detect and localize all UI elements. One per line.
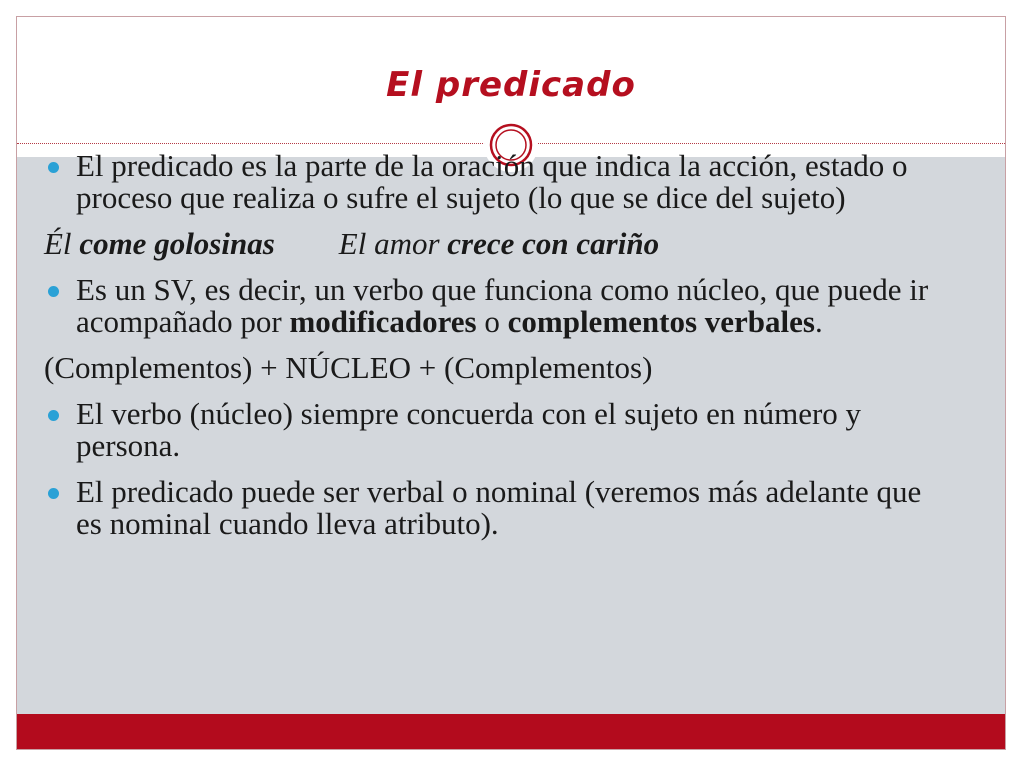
bullet-text: El predicado puede ser verbal o nominal (veremos más adelante que es nominal cuando lleva atributo). — [76, 474, 922, 541]
bullet-icon — [48, 488, 59, 499]
example-line — [44, 228, 954, 260]
example-subject-2: El amor — [338, 226, 440, 261]
bullet-text: El verbo (núcleo) siempre concuerda con el sujeto en número y persona. — [76, 396, 862, 463]
bullet-item — [44, 476, 954, 540]
bullet-bold-term: modificadores — [289, 304, 477, 339]
bullet-connector: o — [484, 304, 500, 339]
example-subject-1: Él — [44, 226, 72, 261]
example-predicate-1: come golosinas — [79, 226, 275, 261]
bullet-item — [44, 398, 954, 462]
bullet-text: El predicado es la parte de la oración que indica la acción, estado o proceso que realiza o sufre el sujeto (lo que se dice del sujeto) — [76, 148, 908, 215]
bullet-icon — [48, 286, 59, 297]
bullet-text: Es un SV, es decir, un verbo que funciona como núcleo, que puede ir acompañado por — [76, 272, 929, 339]
bullet-icon — [48, 410, 59, 421]
bullet-end: . — [814, 304, 823, 339]
bullet-icon — [48, 162, 59, 173]
bullet-item — [44, 274, 954, 338]
footer-bar — [17, 714, 1005, 749]
example-predicate-2: crece con cariño — [447, 226, 660, 261]
bullet-bold-term: complementos verbales — [507, 304, 815, 339]
slide-title: El predicado — [386, 65, 636, 105]
slide-content — [44, 150, 954, 554]
bullet-item — [44, 150, 954, 214]
structure-line: (Complementos) + NÚCLEO + (Complementos) — [44, 350, 653, 385]
